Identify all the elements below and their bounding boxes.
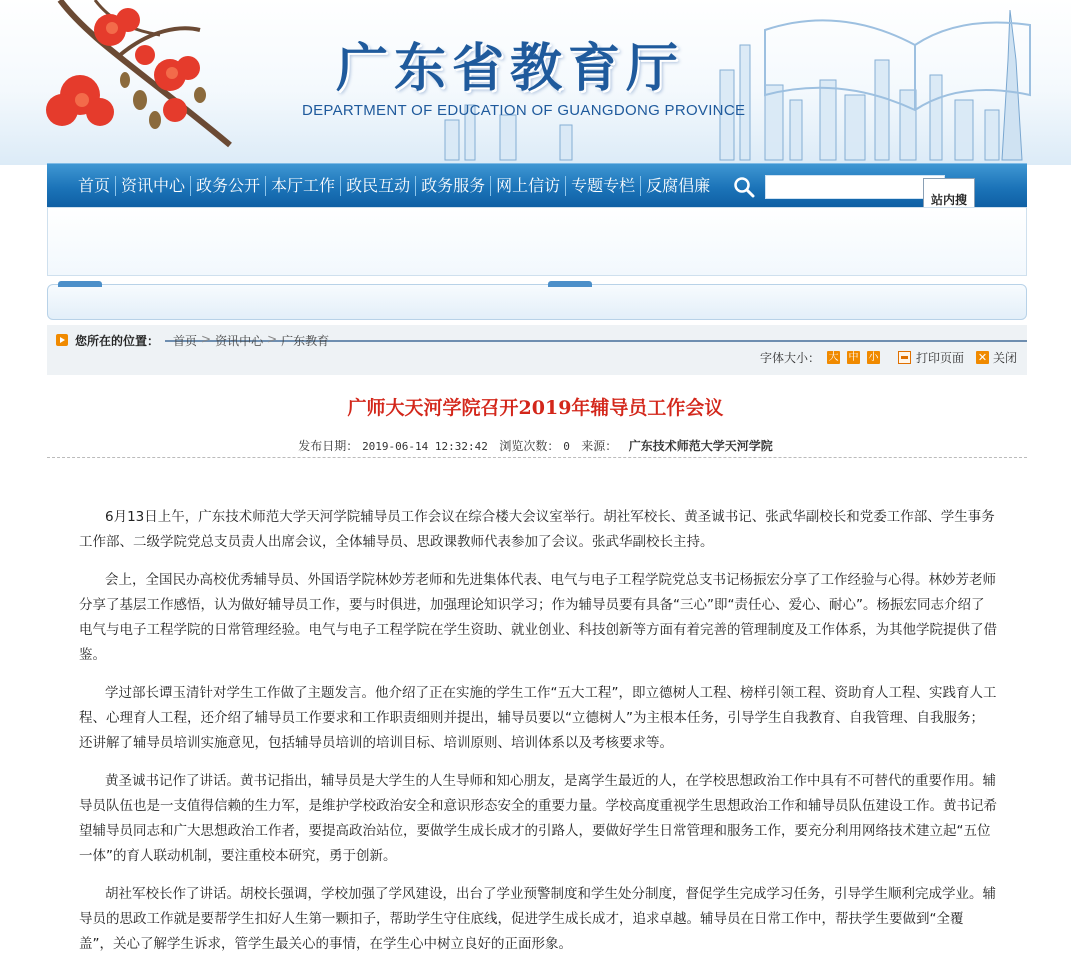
article-paragraph: 学过部长谭玉清针对学生工作做了主题发言。他介绍了正在实施的学生工作“五大工程”，即立德树人工程、榜样引领工程、资助育人工程、实践育人工程、心理育人工程，还介绍了辅导员工作要求和工作职责细则并提出，辅导员要以“立德树人”为主根本任务，引导学生自我教育、自我管理、自我服务；还讲解了辅导员培训实施意见，包括辅导员培训的培训目标、培训原则、培训体系以及考核要求等。 bbox=[79, 685, 997, 751]
article-title: 广师大天河学院召开2019年辅导员工作会议 bbox=[347, 397, 724, 419]
nav-item-news[interactable]: 资讯中心 bbox=[121, 176, 186, 195]
breadcrumb-item-news[interactable]: 资讯中心 bbox=[215, 334, 264, 348]
site-search-button[interactable]: 站内搜 bbox=[923, 178, 975, 267]
font-size-label: 字体大小： bbox=[760, 351, 821, 365]
site-header bbox=[0, 0, 1071, 165]
article-paragraph: 6月13日上午，广东技术师范大学天河学院辅导员工作会议在综合楼大会议室举行。胡社军校长、黄圣诚书记、张武华副校长和党委工作部、学生事务工作部、二级学院党总支员责人出席会议，全体辅导员、思政课教师代表参加了会议。张武华副校长主持。 bbox=[79, 509, 995, 550]
nav-item-anti-corruption[interactable]: 反腐倡廉 bbox=[646, 176, 711, 195]
article-paragraph: 胡社军校长作了讲话。胡校长强调，学校加强了学风建设，出台了学业预警制度和学生处分制度，督促学生完成学习任务，引导学生顺利完成学业。辅导员的思政工作就是要帮学生扣好人生第一颗扣子，帮助学生守住底线，促进学生成长成才，追求卓越。辅导员在日常工作中，帮扶学生要做到“全覆盖”，关心了解学生诉求，管学生最关心的事情，在学生心中树立良好的正面形象。 bbox=[79, 886, 996, 952]
nav-item-home[interactable]: 首页 bbox=[78, 176, 111, 195]
quick-tab-marker bbox=[548, 281, 592, 287]
publish-date-label: 发布日期： bbox=[298, 439, 359, 453]
views-count: 0 bbox=[563, 440, 570, 453]
nav-item-department-work[interactable]: 本厅工作 bbox=[271, 176, 336, 195]
quick-links-bar bbox=[47, 284, 1027, 320]
breadcrumb-bar bbox=[47, 325, 1027, 375]
nav-item-government-affairs[interactable]: 政务公开 bbox=[196, 176, 261, 195]
source-label: 来源： bbox=[581, 439, 618, 453]
article-source: 广东技术师范大学天河学院 bbox=[628, 439, 773, 453]
publish-date: 2019-06-14 12:32:42 bbox=[362, 440, 488, 453]
close-icon[interactable]: ✕ bbox=[977, 351, 988, 364]
breadcrumb-label: 您所在的位置： bbox=[75, 334, 160, 348]
main-nav bbox=[47, 163, 1027, 208]
article-meta bbox=[0, 437, 1071, 454]
breadcrumb bbox=[173, 332, 329, 349]
site-title: 广东省教育厅 bbox=[336, 39, 685, 99]
article-tools bbox=[760, 349, 1017, 366]
nav-item-interaction[interactable]: 政民互动 bbox=[346, 176, 411, 195]
font-size-medium-button[interactable]: 中 bbox=[848, 352, 859, 363]
nav-item-services[interactable]: 政务服务 bbox=[421, 176, 486, 195]
views-label: 浏览次数： bbox=[499, 439, 560, 453]
font-size-large-button[interactable]: 大 bbox=[828, 352, 839, 363]
article-body bbox=[79, 505, 997, 970]
article-paragraph: 会上，全国民办高校优秀辅导员、外国语学院林妙芳老师和先进集体代表、电气与电子工程学院党总支书记杨振宏分享了工作经验与心得。林妙芳老师分享了基层工作感悟，认为做好辅导员工作，要与时俱进，加强理论知识学习；作为辅导员要有具备“三心”即“责任心、爱心、耐心”。杨振宏同志介绍了电气与电子工程学院的日常管理经验。电气与电子工程学院在学生资助、就业创业、科技创新等方面有着完善的管理制度及工作体系，为其他学院提供了借鉴。 bbox=[79, 572, 997, 663]
breadcrumb-separator: > bbox=[267, 332, 278, 346]
breadcrumb-item-home[interactable]: 首页 bbox=[173, 334, 198, 348]
sub-banner bbox=[47, 207, 1027, 276]
close-page-link[interactable]: 关闭 bbox=[993, 351, 1018, 365]
search-input[interactable] bbox=[765, 175, 945, 199]
print-page-link[interactable]: 打印页面 bbox=[916, 351, 965, 365]
print-icon[interactable] bbox=[898, 351, 911, 364]
article-paragraph: 黄圣诚书记作了讲话。黄书记指出，辅导员是大学生的人生导师和知心朋友，是离学生最近的人，在学校思想政治工作中具有不可替代的重要作用。辅导员队伍也是一支值得信赖的生力军，是维护学校政治安全和意识形态安全的重要力量。学校高度重视学生思想政治工作和辅导员队伍建设工作。黄书记希望辅导员同志和广大思想政治工作者，要提高政治站位，要做学生成长成才的引路人，要做好学生日常管理和服务工作，要充分利用网络技术建立起“五位一体”的育人联动机制，要注重校本研究，勇于创新。 bbox=[79, 773, 997, 864]
location-arrow-icon bbox=[56, 334, 68, 346]
site-title-english: DEPARTMENT OF EDUCATION OF GUANGDONG PROVINCE bbox=[302, 102, 746, 119]
search-icon[interactable] bbox=[733, 176, 755, 198]
breadcrumb-item-guangdong-education[interactable]: 广东教育 bbox=[281, 334, 330, 348]
breadcrumb-separator: > bbox=[201, 332, 212, 346]
meta-divider bbox=[47, 457, 1027, 458]
nav-item-petition[interactable]: 网上信访 bbox=[496, 176, 561, 195]
nav-item-topics[interactable]: 专题专栏 bbox=[571, 176, 636, 195]
quick-tab-marker bbox=[58, 281, 102, 287]
font-size-small-button[interactable]: 小 bbox=[868, 352, 879, 363]
